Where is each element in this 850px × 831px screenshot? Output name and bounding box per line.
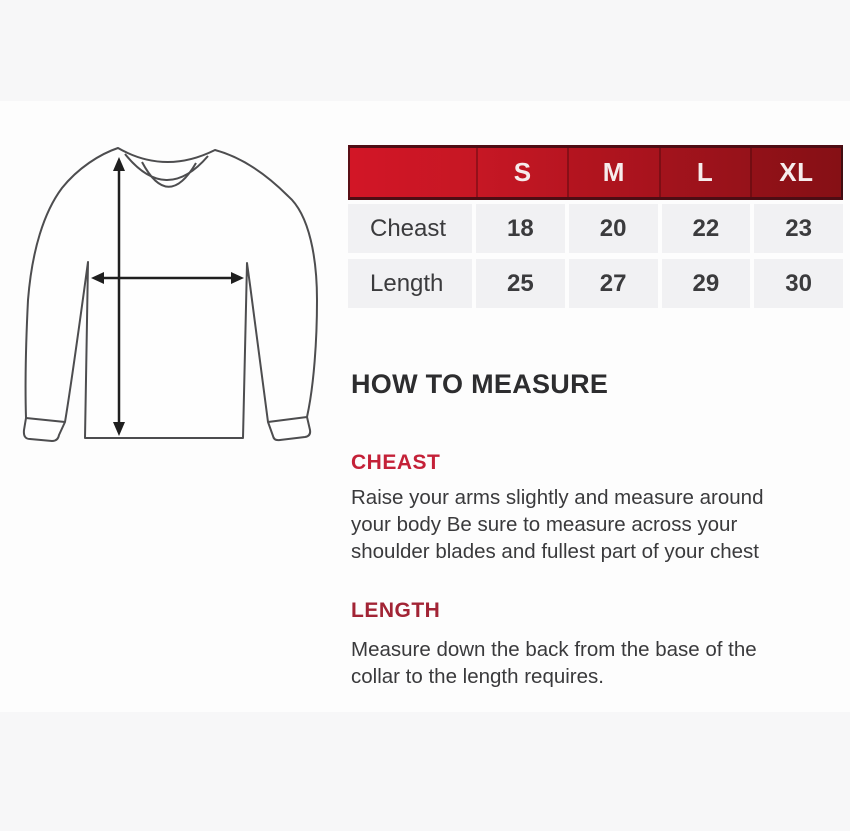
size-column-s: S	[476, 148, 567, 197]
length-value-xl: 30	[754, 259, 843, 308]
row-label-length: Length	[348, 259, 472, 308]
length-section-heading: LENGTH	[351, 599, 441, 622]
table-row-cheast	[348, 204, 843, 253]
size-chart-header-row	[348, 145, 843, 200]
cheast-value-l: 22	[662, 204, 751, 253]
cheast-value-xl: 23	[754, 204, 843, 253]
cheast-body-line-1: Raise your arms slightly and measure around	[351, 486, 764, 509]
length-value-l: 29	[662, 259, 751, 308]
shirt-diagram-svg	[0, 100, 350, 500]
how-to-measure-title: HOW TO MEASURE	[351, 369, 609, 399]
size-column-xl: XL	[750, 148, 841, 197]
cheast-value-m: 20	[569, 204, 658, 253]
length-value-m: 27	[569, 259, 658, 308]
size-chart-table	[348, 145, 843, 308]
cheast-section-body	[351, 484, 836, 565]
shirt-measurement-diagram	[0, 100, 350, 500]
cheast-body-line-2: your body Be sure to measure across your	[351, 513, 738, 536]
length-body-line-1: Measure down the back from the base of the	[351, 638, 757, 661]
length-body-line-2: collar to the length requires.	[351, 665, 604, 688]
size-column-m: M	[567, 148, 658, 197]
cheast-value-s: 18	[476, 204, 565, 253]
bottom-band	[0, 712, 850, 831]
size-chart-corner-cell	[350, 148, 476, 197]
length-value-s: 25	[476, 259, 565, 308]
size-column-l: L	[659, 148, 750, 197]
shirt-outline	[24, 148, 317, 441]
top-band	[0, 0, 850, 101]
cheast-body-line-3: shoulder blades and fullest part of your chest	[351, 540, 759, 563]
table-row-length	[348, 259, 843, 308]
length-section-body	[351, 636, 836, 690]
row-label-cheast: Cheast	[348, 204, 472, 253]
cheast-section-heading: CHEAST	[351, 451, 441, 474]
